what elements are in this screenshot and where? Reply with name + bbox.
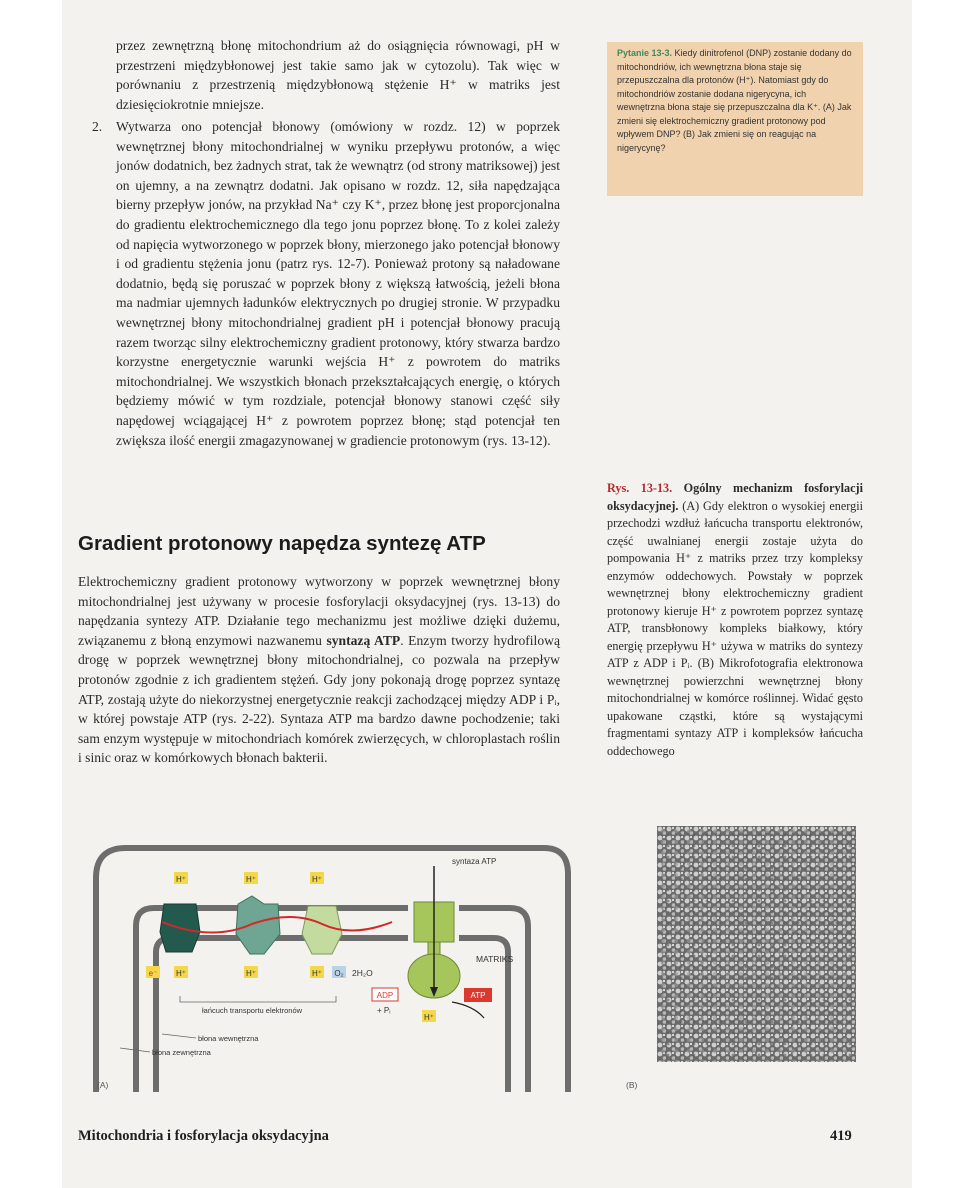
h-plus-label: H⁺ (176, 875, 186, 884)
chain-label: łańcuch transportu elektronów (202, 1006, 303, 1015)
matrix-label: MATRIKS (476, 954, 514, 964)
right-margin (912, 0, 972, 1188)
electron-micrograph (657, 826, 856, 1062)
paragraph-atp-part1: Elektrochemiczny gradient protonowy wytworzony w poprzek wewnętrznej błony mitochondrialnej jest używany w procesie fosforylacji oksydacyjnej (rys. 13-13) do napędzania syntezy ATP. Działanie tego mechanizmu jest możliwe dzięki dużemu, związanemu z błoną enzymowi nazwanemu (78, 574, 560, 648)
paragraph-atp (78, 572, 560, 768)
oxygen-badge (332, 966, 346, 978)
panel-label-b: (B) (626, 1080, 638, 1090)
h-plus-label: H⁺ (246, 875, 256, 884)
electron-badge (146, 966, 160, 978)
caption-title: Ogólny mechanizm fosforylacji oksydacyjnej. (607, 481, 863, 513)
h-plus-bottom-2 (244, 966, 258, 978)
figure-caption (607, 480, 863, 760)
atp-arrow (452, 1002, 484, 1018)
h-plus-bottom-1 (174, 966, 188, 978)
adp-label: ADP (376, 991, 394, 1000)
paragraph-intro-text: przez zewnętrzną błonę mitochondrium aż do osiągnięcia równowagi, pH w przestrzeni międzybłonowej jest takie samo jak w cytozolu). Tak więc w porównaniu z przestrzenią międzybłonową stężenie H⁺ w matriks jest dziesięciokrotnie mniejsze. (116, 38, 560, 112)
oxygen-label: O₂ (334, 969, 344, 978)
complex-2 (236, 896, 280, 954)
outer-membrane-label: błona zewnętrzna (152, 1048, 211, 1057)
h-plus-top-1 (174, 872, 188, 884)
page-number: 419 (830, 1128, 852, 1144)
synthase-label: syntaza ATP (452, 857, 497, 866)
atp-label: ATP (470, 991, 486, 1000)
inner-membrane-label: błona wewnętrzna (198, 1034, 259, 1043)
adp-badge (372, 988, 398, 1001)
complex-3 (302, 906, 342, 954)
left-margin (0, 0, 62, 1188)
term-atp-synthase: syntazą ATP (326, 632, 401, 648)
caption-text: (A) Gdy elektron o wysokiej energii przechodzi wzdłuż łańcucha transportu elektronów, część uwalnianej energii zostaje użyta do pompowania H⁺ z matriks przez trzy kompleksy enzymów oddechowych. Powstały w poprzek wewnętrznej błony elektrochemiczny gradient protonowy kieruje H⁺ z powrotem poprzez syntazę ATP, transbłonowy kompleks białkowy, który energię przepływu H⁺ używa w matriks do syntezy ATP z ADP i Pᵢ. (B) Mikrofotografia elektronowa wewnętrznej powierzchni wewnętrznej błony mitochondrialnej w komórce roślinnej. Widać gęsto upakowane cząstki, które są wystającymi fragmentami syntazy ATP i kompleksów łańcucha oddechowego (607, 498, 864, 758)
list-item-2 (92, 117, 560, 450)
running-footer: Mitochondria i fosforylacja oksydacyjna (78, 1128, 329, 1144)
question-label: Pytanie 13-3. (617, 48, 673, 58)
atp-badge (464, 988, 492, 1002)
h-plus-label: H⁺ (424, 1013, 434, 1022)
h-plus-label: H⁺ (312, 875, 322, 884)
h-plus-matrix (422, 1010, 436, 1022)
h-plus-top-3 (310, 872, 324, 884)
h-plus-label: H⁺ (246, 969, 256, 978)
h-plus-label: H⁺ (176, 969, 186, 978)
inner-membrane-bottom (156, 938, 508, 1092)
h-plus-bottom-3 (310, 966, 324, 978)
list-item-number: 2. (92, 119, 103, 134)
paragraph-intro (116, 36, 560, 114)
panel-label-a: (A) (97, 1080, 109, 1090)
paragraph-atp-part2: . Enzym tworzy hydrofilową drogę w poprzek wewnętrznej błony mitochondrialnej, co pozwala na przepływ protonów zgodnie z ich gradientem stężeń. Gdy jony pokonają drogę poprzez syntazę ATP, zostają użyte do niekorzystnej energetycznie reakcji zachodzącej między ADP i Pᵢ, w której powstaje ATP (rys. 2-22). Syntaza ATP ma bardzo dawne pochodzenie; taki sam enzym występuje w mitochondriach komórek zwierzęcych, w chloroplastach roślin i sinic oraz w komórkowych błonach bakterii. (78, 632, 560, 766)
pi-label: + Pᵢ (377, 1006, 391, 1015)
question-box (607, 42, 863, 196)
h-plus-top-2 (244, 872, 258, 884)
list-item-text: Wytwarza ono potencjał błonowy (omówiony w rozdz. 12) w poprzek wewnętrznej błony mitochondrialnej w wyniku przepływu protonów, a więc jonów dodatnich, bez żadnych strat, tak że wewnątrz (od strony matriksowej) jest on ujemny, a na zewnątrz dodatni. Jak opisano w rozdz. 12, siła napędzająca bierny przepływ jonów, na przykład Na⁺ czy K⁺, przez błonę jest proporcjonalna do gradientu elektrochemicznego dla tego jonu poprzez błonę. To z kolei zależy od napięcia wytworzonego w poprzek błony, mierzonego jako potencjał błonowy i od gradientu stężenia jonu (patrz rys. 12-7). Ponieważ protony są naładowane dodatnio, będą się poruszać w poprzek błony z większą łatwością, jeżeli błona ma nadmiar ujemnych ładunków elektrycznych po drugiej stronie. W przypadku wewnętrznej błony mitochondrialnej gradient pH i potencjał błonowy pracują razem tworząc silny elektrochemiczny gradient protonowy, który stwarza bardzo korzystne energetycznie warunki wejścia H⁺ z powrotem do matriks mitochondrialnej. We wszystkich błonach przekształcających energię, o których będziemy mówić w tym rozdziale, potencjał błonowy stanowi część siły napędowej wciągającej H⁺ z powrotem poprzez błonę; stąd potencjał ten zwiększa ilość energii zmagazynowanej w gradiencie protonowym (rys. 13-12). (116, 119, 560, 448)
electron-label: e⁻ (148, 969, 158, 978)
caption-label: Rys. 13-13. (607, 481, 673, 495)
section-heading: Gradient protonowy napędza syntezę ATP (78, 532, 486, 555)
h-plus-label: H⁺ (312, 969, 322, 978)
question-text: Kiedy dinitrofenol (DNP) zostanie dodany do mitochondriów, ich wewnętrzna błona staje się przepuszczalna dla protonów (H⁺). Natomiast gdy do mitochondriów zostanie dodana nigerycyna, ich wewnętrzna błona staje się przepuszczalna dla K⁺. (A) Jak zmieni się elektrochemiczny gradient protonowy pod wpływem DNP? (B) Jak zmieni się on reagując na nigerycynę? (617, 48, 852, 153)
oxidative-phosphorylation-diagram (92, 842, 572, 1092)
water-label: 2H₂O (352, 968, 373, 978)
